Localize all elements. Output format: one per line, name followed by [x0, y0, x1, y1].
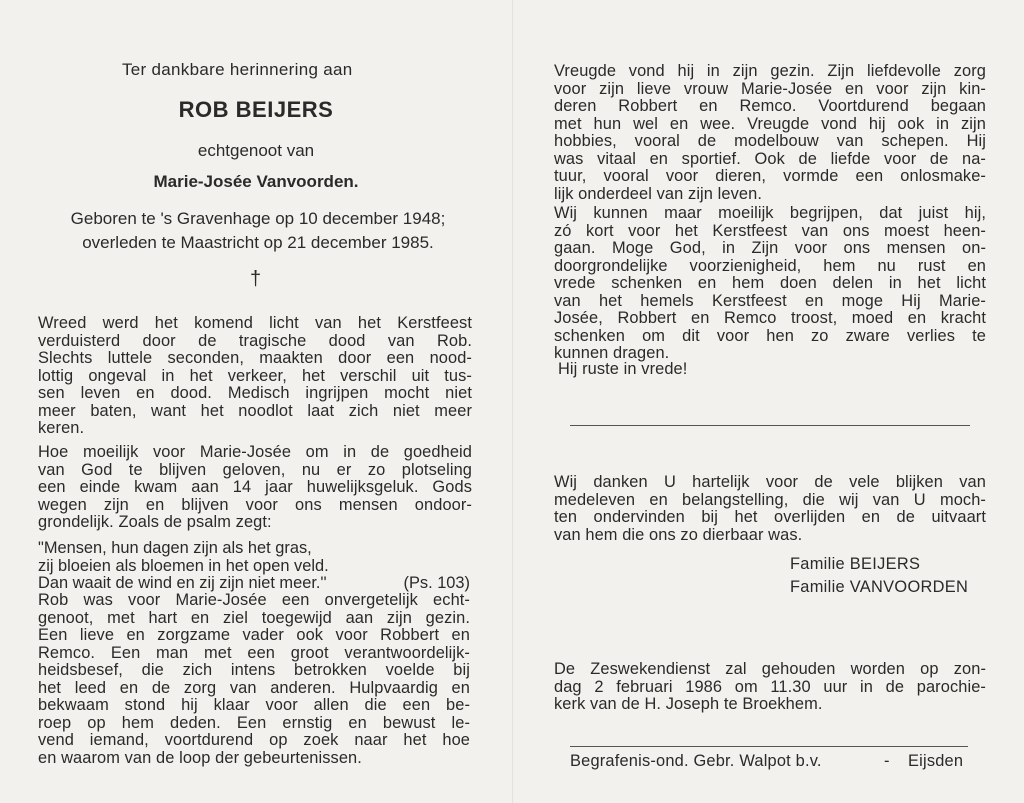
text-line: en waarom van de loop der gebeurtenissen. [38, 748, 362, 767]
thanks-paragraph [554, 474, 986, 544]
intro-text: Ter dankbare herinnering aan [122, 60, 353, 79]
text-line: Vreugde vond hij in zijn gezin. Zijn liefdevolle zorg [554, 62, 986, 80]
right-panel [554, 0, 986, 803]
family-signatures [790, 553, 968, 599]
divider-line [570, 425, 970, 426]
text-line: doorgrondelijke voorzienigheid, hem nu rust en [554, 256, 986, 275]
text-line: deren Robbert en Remco. Voortdurend begaan [554, 97, 986, 115]
left-panel [38, 0, 474, 803]
card-fold [512, 0, 514, 803]
psalm-reference: (Ps. 103) [403, 574, 470, 592]
text-line: hobbies, vooral de modelbouw van schepen. Hij [554, 132, 986, 150]
text-line: vrede schenken en hem doen delen in het licht [554, 274, 986, 292]
undertaker-name: Begrafenis-ond. Gebr. Walpot b.v. [570, 752, 822, 770]
left-paragraph-2 [38, 444, 472, 532]
text-line: tuur, vooral voor dieren, vormde een onlosmake- [554, 167, 986, 185]
right-paragraph-2 [554, 205, 986, 363]
text-line: schenken om dit voor hen zo zware verlies te [554, 326, 986, 345]
undertaker-dash: - [884, 752, 890, 770]
text-line: met hun wel en wee. Vreugde vond hij ook in zijn [554, 114, 986, 133]
text-line: grondelijk. Zoals de psalm zegt: [38, 513, 272, 531]
text-line: gaan. Moge God, in Zijn voor ons mensen on- [554, 239, 986, 257]
text-line: het leed en de zorg van anderen. Hulpvaardig en [38, 678, 470, 697]
text-line: roep op hem deden. Een ernstig en bewust le- [38, 713, 470, 732]
text-line: Wij danken U hartelijk voor de vele blijken van [554, 473, 986, 491]
verse-line: "Mensen, hun dagen zijn als het gras, [38, 539, 312, 557]
service-paragraph [554, 661, 986, 714]
verse-line: Dan waait de wind en zij zijn niet meer.'' [38, 574, 327, 592]
closing-line: Hij ruste in vrede! [558, 360, 688, 378]
death-line: overleden te Maastricht op 21 december 1985. [82, 233, 434, 252]
text-line: verduisterd door de tragische dood van Rob. [38, 331, 472, 350]
undertaker-place: Eijsden [908, 752, 964, 770]
text-line: voor zijn lieve vrouw Marie-Josée en voor zijn kin- [554, 79, 986, 98]
text-line: lottig ongeval in het verkeer, het verschil uit tus- [38, 366, 472, 385]
text-line: De Zeswekendienst zal gehouden worden op zon- [554, 660, 986, 678]
text-line: Hoe moeilijk voor Marie-Josée om in de goedheid [38, 443, 472, 461]
text-line: Remco. Een man met een groot verantwoordelijk- [38, 643, 470, 662]
birth-line: Geboren te 's Gravenhage op 10 december 1948; [70, 209, 446, 228]
text-line: van hem die ons zo dierbaar was. [554, 525, 803, 544]
left-paragraph-3 [38, 592, 470, 767]
text-line: lijk onderdeel van zijn leven. [554, 184, 763, 203]
text-line: van het hemels Kerstfeest en moge Hij Marie- [554, 291, 986, 310]
text-line: wegen zijn en blijven voor ons mensen ondoor- [38, 495, 472, 514]
divider-line [570, 746, 968, 747]
text-line: kunnen dragen. [554, 344, 670, 362]
text-line: Wij kunnen maar moeilijk begrijpen, dat juist hij, [554, 204, 986, 222]
text-line: kerk van de H. Joseph te Broekhem. [554, 695, 823, 713]
text-line: dag 2 februari 1986 om 11.30 uur in de parochie- [554, 677, 986, 696]
verse-line: zij bloeien als bloemen in het open veld. [38, 556, 329, 575]
text-line: Josée, Robbert en Remco troost, moed en kracht [554, 309, 986, 327]
text-line: Wreed werd het komend licht van het Kerstfeest [38, 314, 472, 332]
text-line: bekwaam stond hij klaar voor allen die een be- [38, 696, 470, 714]
spouse-name: Marie-Josée Vanvoorden. [153, 172, 359, 191]
text-line: Rob was voor Marie-Josée een onvergetelijk echt- [38, 591, 470, 609]
text-line: vend iemand, voortdurend op zoek naar het hoe [38, 731, 470, 749]
text-line: heidsbesef, die zich intens betrokken voelde bij [38, 661, 470, 679]
birth-death-info [42, 207, 474, 255]
text-line: van God te blijven geloven, nu er zo plotseling [38, 460, 472, 479]
spouse-label: echtgenoot van [197, 141, 315, 160]
text-line: meer baten, want het noodlot laat zich niet meer [38, 401, 472, 420]
text-line: genoot, met hart en ziel toegewijd aan zijn gezin. [38, 608, 470, 627]
text-line: zó kort voor het Kerstfeest van ons moest heen- [554, 221, 986, 240]
right-paragraph-1 [554, 63, 986, 203]
text-line: was vitaal en sportief. Ook de liefde voor de na- [554, 149, 986, 168]
text-line: medeleven en belangstelling, die wij van U moch- [554, 490, 986, 509]
text-line: Een lieve en zorgzame vader ook voor Robbert en [38, 626, 470, 644]
text-line: keren. [38, 419, 85, 437]
psalm-verse [38, 540, 470, 593]
left-paragraph-1 [38, 315, 472, 438]
family-vanvoorden: Familie VANVOORDEN [790, 578, 969, 596]
text-line: een einde kwam aan 14 jaar huwelijksgeluk. Gods [38, 478, 472, 496]
text-line: Slechts luttele seconden, maakten door een nood- [38, 349, 472, 367]
text-line: ten ondervinden bij het overlijden en de uitvaart [554, 508, 986, 526]
cross-icon: † [250, 268, 262, 290]
family-beijers: Familie BEIJERS [790, 555, 921, 573]
deceased-name: ROB BEIJERS [178, 97, 334, 122]
text-line: sen leven en dood. Medisch ingrijpen mocht niet [38, 384, 472, 402]
